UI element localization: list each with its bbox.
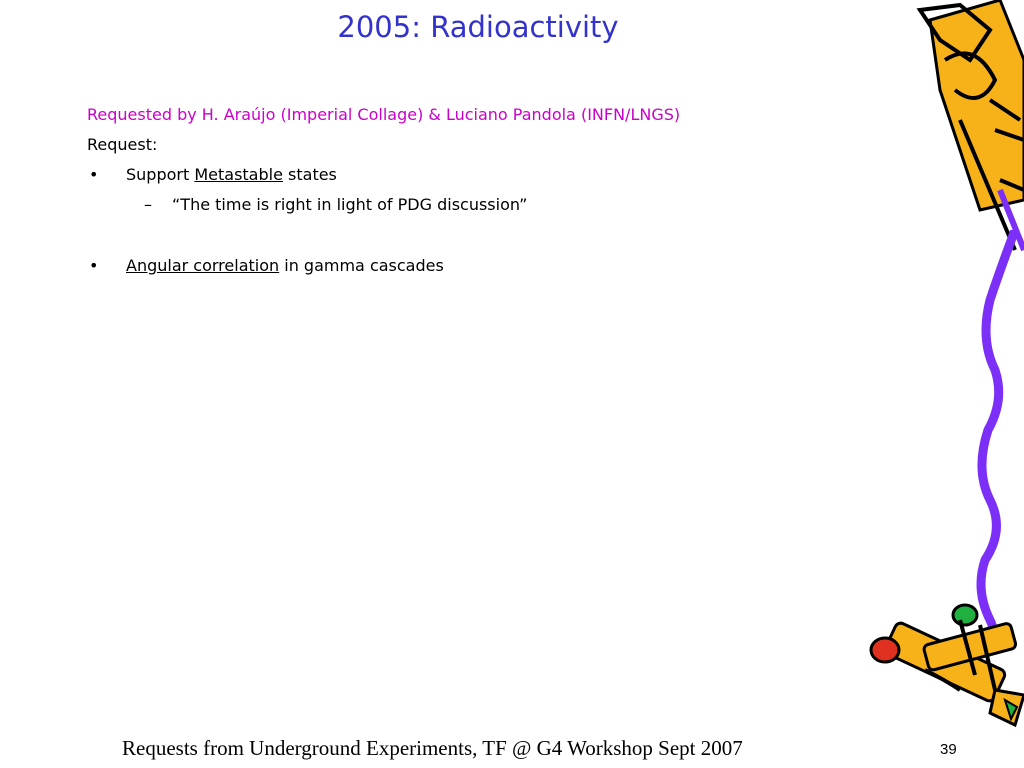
- page-number: 39: [940, 741, 957, 758]
- pencils-bottom-right-icon: [865, 595, 1024, 730]
- metastable-link[interactable]: Metastable: [194, 165, 283, 184]
- bullet-1-prefix: Support: [126, 165, 195, 184]
- bullet-2-suffix: in gamma cascades: [279, 256, 444, 275]
- requested-by-line: Requested by H. Araújo (Imperial Collage) & Luciano Pandola (INFN/LNGS): [87, 105, 681, 124]
- slide-title: 2005: Radioactivity: [337, 10, 619, 44]
- sub-bullet-marker: –: [144, 195, 152, 214]
- bullet-1: [126, 165, 337, 184]
- bullet-1-marker: •: [89, 165, 99, 184]
- bullet-2-marker: •: [89, 256, 99, 275]
- sub-bullet-1: “The time is right in light of PDG discussion”: [172, 195, 528, 214]
- footer-text: Requests from Underground Experiments, TF @ G4 Workshop Sept 2007: [122, 736, 743, 760]
- bullet-2: [126, 256, 444, 275]
- angular-correlation-link[interactable]: Angular correlation: [126, 256, 280, 275]
- pencil-top-right-icon: [900, 0, 1024, 260]
- bullet-1-suffix: states: [282, 165, 337, 184]
- request-label: Request:: [87, 135, 158, 154]
- purple-squiggle-icon: [960, 230, 1024, 650]
